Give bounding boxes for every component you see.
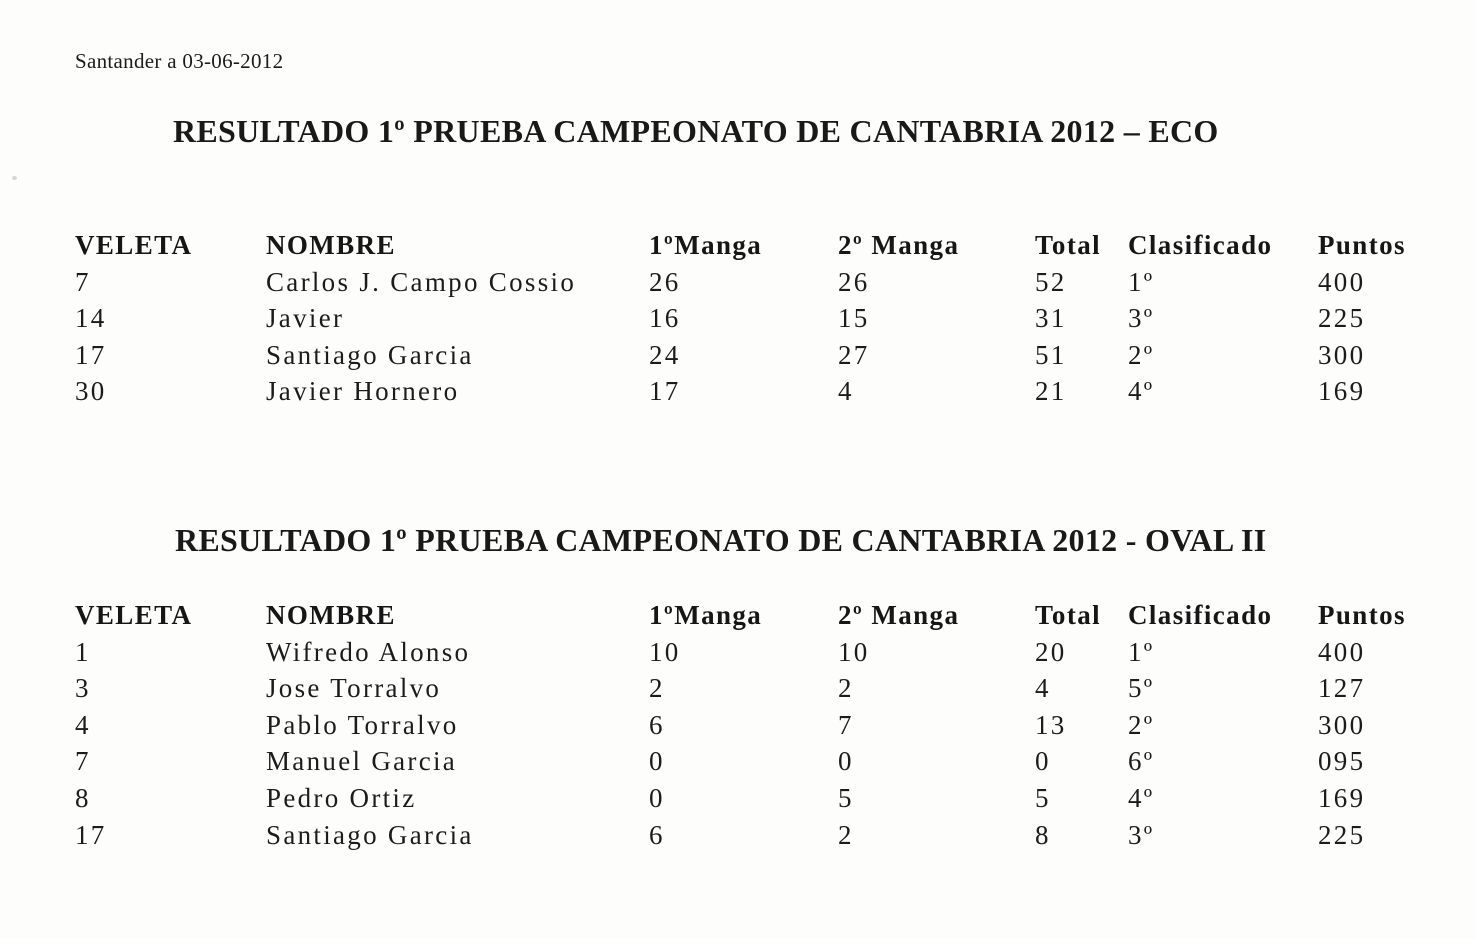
cell-manga1: 26 xyxy=(649,266,681,297)
col-header-manga1: 1ºManga xyxy=(649,230,763,260)
cell-manga2: 0 xyxy=(838,746,854,777)
col-header-puntos: Puntos xyxy=(1318,600,1406,630)
eco-results-table xyxy=(75,227,1406,410)
col-header-manga2: 2º Manga xyxy=(838,600,960,630)
col-header-total: Total xyxy=(1035,600,1102,630)
cell-manga2: 27 xyxy=(838,339,870,370)
date-line: Santander a 03-06-2012 xyxy=(75,49,284,73)
cell-clasificado: 2º xyxy=(1128,339,1155,370)
cell-manga2: 2 xyxy=(838,819,854,850)
cell-veleta: 8 xyxy=(75,782,91,813)
cell-nombre: Santiago Garcia xyxy=(266,339,474,370)
cell-nombre: Manuel Garcia xyxy=(266,746,458,777)
cell-manga2: 26 xyxy=(838,266,870,297)
cell-total: 5 xyxy=(1035,782,1051,813)
cell-manga2: 4 xyxy=(838,376,854,407)
cell-clasificado: 3º xyxy=(1128,303,1155,334)
oval-results-table xyxy=(75,597,1406,853)
cell-manga1: 24 xyxy=(649,339,681,370)
cell-puntos: 225 xyxy=(1318,819,1366,850)
cell-nombre: Pedro Ortiz xyxy=(266,782,417,813)
cell-manga2: 7 xyxy=(838,709,854,740)
cell-clasificado: 1º xyxy=(1128,636,1155,667)
cell-total: 51 xyxy=(1035,339,1067,370)
cell-veleta: 4 xyxy=(75,709,91,740)
cell-total: 0 xyxy=(1035,746,1051,777)
cell-clasificado: 3º xyxy=(1128,819,1155,850)
cell-nombre: Jose Torralvo xyxy=(266,673,442,704)
col-header-nombre: NOMBRE xyxy=(266,600,396,630)
cell-total: 21 xyxy=(1035,376,1067,407)
col-header-clasificado: Clasificado xyxy=(1128,230,1273,260)
cell-manga1: 16 xyxy=(649,303,681,334)
cell-manga2: 15 xyxy=(838,303,870,334)
cell-nombre: Pablo Torralvo xyxy=(266,709,459,740)
cell-manga2: 2 xyxy=(838,673,854,704)
cell-total: 31 xyxy=(1035,303,1067,334)
cell-nombre: Santiago Garcia xyxy=(266,819,474,850)
cell-manga2: 10 xyxy=(838,636,870,667)
cell-total: 13 xyxy=(1035,709,1067,740)
scan-speck xyxy=(12,176,17,180)
cell-total: 20 xyxy=(1035,636,1067,667)
oval-section-title: RESULTADO 1º PRUEBA CAMPEONATO DE CANTABRIA 2012 - OVAL II xyxy=(175,522,1267,558)
col-header-nombre: NOMBRE xyxy=(266,230,396,260)
cell-clasificado: 4º xyxy=(1128,376,1155,407)
cell-veleta: 14 xyxy=(75,303,107,334)
cell-manga1: 0 xyxy=(649,746,665,777)
col-header-manga1: 1ºManga xyxy=(649,600,763,630)
cell-puntos: 400 xyxy=(1318,636,1366,667)
col-header-manga2: 2º Manga xyxy=(838,230,960,260)
cell-veleta: 3 xyxy=(75,673,91,704)
col-header-total: Total xyxy=(1035,230,1102,260)
cell-total: 8 xyxy=(1035,819,1051,850)
eco-section-title: RESULTADO 1º PRUEBA CAMPEONATO DE CANTABRIA 2012 – ECO xyxy=(173,113,1219,149)
cell-nombre: Carlos J. Campo Cossio xyxy=(266,266,577,297)
col-header-puntos: Puntos xyxy=(1318,230,1406,260)
cell-total: 4 xyxy=(1035,673,1051,704)
cell-clasificado: 6º xyxy=(1128,746,1155,777)
cell-nombre: Wifredo Alonso xyxy=(266,636,471,667)
cell-manga1: 6 xyxy=(649,819,665,850)
col-header-veleta: VELETA xyxy=(75,230,193,260)
cell-veleta: 1 xyxy=(75,636,91,667)
cell-veleta: 7 xyxy=(75,266,91,297)
cell-puntos: 400 xyxy=(1318,266,1366,297)
cell-manga1: 0 xyxy=(649,782,665,813)
cell-veleta: 7 xyxy=(75,746,91,777)
cell-manga1: 10 xyxy=(649,636,681,667)
cell-total: 52 xyxy=(1035,266,1067,297)
col-header-clasificado: Clasificado xyxy=(1128,600,1273,630)
cell-puntos: 300 xyxy=(1318,339,1366,370)
cell-veleta: 30 xyxy=(75,376,107,407)
cell-clasificado: 1º xyxy=(1128,266,1155,297)
cell-clasificado: 4º xyxy=(1128,782,1155,813)
cell-nombre: Javier Hornero xyxy=(266,376,460,407)
cell-clasificado: 5º xyxy=(1128,673,1155,704)
cell-clasificado: 2º xyxy=(1128,709,1155,740)
cell-puntos: 169 xyxy=(1318,376,1366,407)
cell-puntos: 300 xyxy=(1318,709,1366,740)
cell-puntos: 225 xyxy=(1318,303,1366,334)
cell-puntos: 127 xyxy=(1318,673,1366,704)
cell-nombre: Javier xyxy=(266,303,345,334)
cell-veleta: 17 xyxy=(75,339,107,370)
cell-veleta: 17 xyxy=(75,819,107,850)
cell-manga2: 5 xyxy=(838,782,854,813)
cell-puntos: 095 xyxy=(1318,746,1366,777)
cell-manga1: 6 xyxy=(649,709,665,740)
col-header-veleta: VELETA xyxy=(75,600,193,630)
cell-manga1: 2 xyxy=(649,673,665,704)
cell-puntos: 169 xyxy=(1318,782,1366,813)
cell-manga1: 17 xyxy=(649,376,681,407)
